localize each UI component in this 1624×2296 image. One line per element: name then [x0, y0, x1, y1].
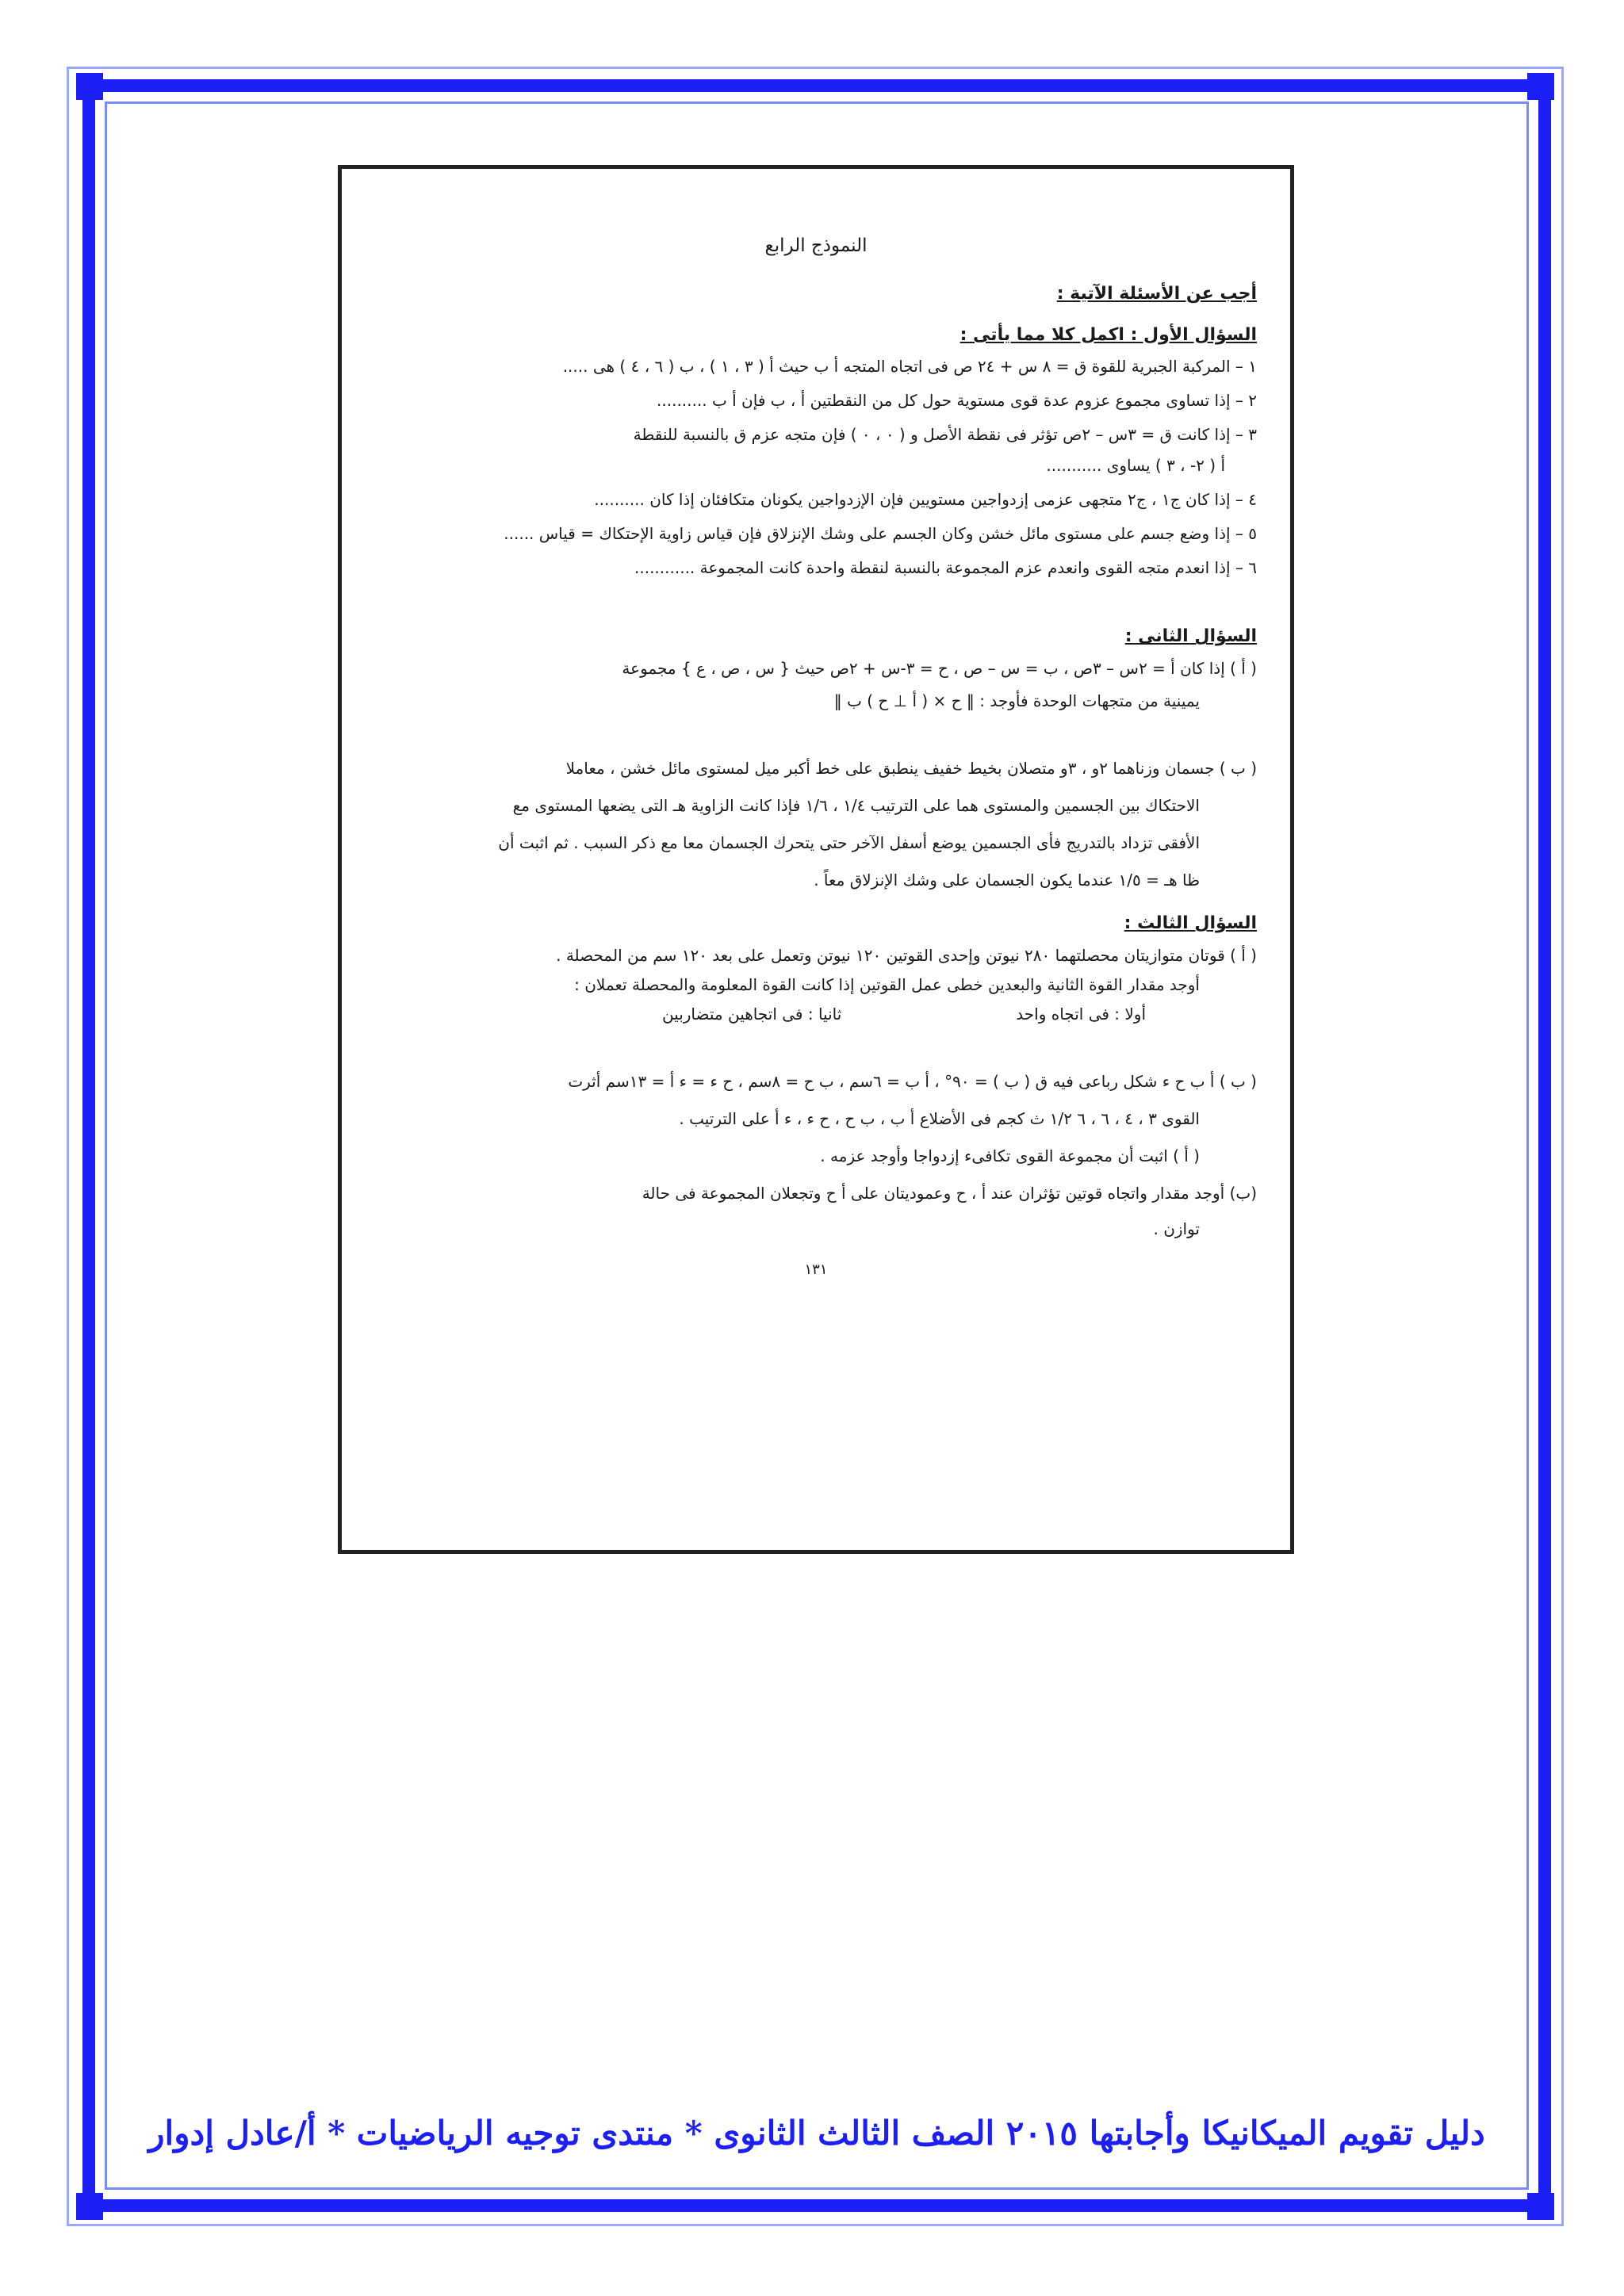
q1-item: ٣ – إذا كانت ق = ٣س – ٢ص تؤثر فى نقطة الأصل و ( ٠ ، ٠ ) فإن متجه عزم ق بالنسبة للنقطة — [633, 425, 1257, 445]
q3a-line: ( أ ) قوتان متوازيتان محصلتهما ٢٨٠ نيوتن وإحدى القوتين ١٢٠ نيوتن وتعمل على بعد ١٢٠ سم من المحصلة . — [556, 945, 1257, 965]
q3-heading: السؤال الثالث : — [1124, 913, 1257, 934]
q2a-line: ( أ ) إذا كان أ = ٢س – ٣ص ، ب = س – ص ، ح = ٣-س + ٢ص حيث { س ، ص ، ع } مجموعة — [622, 659, 1257, 679]
q1-item: ٢ – إذا تساوى مجموع عزوم عدة قوى مستوية حول كل من النقطتين أ ، ب فإن أ ب .......... — [657, 391, 1257, 411]
q2b-line: ( ب ) جسمان وزناهما ٢و ، ٣و متصلان بخيط خفيف ينطبق على خط أكبر ميل لمستوى مائل خشن ، معاملا — [565, 759, 1257, 779]
q1-item: ٦ – إذا انعدم متجه القوى وانعدم عزم المجموعة بالنسبة لنقطة واحدة كانت المجموعة ............ — [634, 558, 1257, 578]
q2b-line: الاحتكاك بين الجسمين والمستوى هما على الترتيب ١/٤ ، ١/٦ فإذا كانت الزاوية هـ التى يضعها المستوى مع — [512, 796, 1200, 816]
footer-credit: دليل تقويم الميكانيكا وأجابتها ٢٠١٥ الصف الثالث الثانوى * منتدى توجيه الرياضيات * أ/عادل إدوار — [148, 2113, 1485, 2152]
q2b-line: الأفقى تزداد بالتدريج فأى الجسمين يوضع أسفل الآخر حتى يتحرك الجسمان معا مع ذكر السبب . ثم اثبت أن — [498, 833, 1200, 853]
frame-corner-top-left — [76, 73, 103, 100]
q3a-option-second: ثانيا : فى اتجاهين متضاربين — [661, 1004, 842, 1024]
instruction: أجب عن الأسئلة الآتية : — [1056, 284, 1257, 304]
q3a-line: أوجد مقدار القوة الثانية والبعدين خطى عمل القوتين إذا كانت القوة المعلومة والمحصلة تعملان : — [574, 974, 1200, 994]
q3b-line: القوى ٣ ، ٤ ، ٦ ، ٦ ١/٢ ث كجم فى الأضلاع أ ب ، ب ح ، ح ء ، ء أ على الترتيب . — [679, 1108, 1200, 1128]
q1-heading: السؤال الأول : اكمل كلا مما يأتى : — [959, 324, 1257, 345]
q1-item: ٤ – إذا كان ج١ ، ج٢ متجهى عزمى إزدواجين مستويين فإن الإزدواجين يكونان متكافئان إذا كان .......... — [594, 490, 1257, 510]
q2a-line: يمينية من متجهات الوحدة فأوجد : ‖ ح × ( أ ⊥ ح ) ب ‖ — [833, 691, 1200, 711]
q3a-options — [375, 1004, 1257, 1025]
q3a-option-first: أولا : فى اتجاه واحد — [1016, 1004, 1146, 1024]
frame-corner-bottom-right — [1527, 2193, 1554, 2220]
frame-corner-top-right — [1527, 73, 1554, 100]
q1-item-continued: أ ( ٢- ، ٣ ) يساوى ........... — [1046, 456, 1225, 476]
exam-sheet — [338, 165, 1294, 1554]
page-number: ١٣١ — [804, 1261, 828, 1278]
q3b-line: ( ب ) أ ب ح ء شكل رباعى فيه ق ( ب ) = ٩٠° ، أ ب = ٦سم ، ب ح = ٨سم ، ح ء = ء أ = ١٣سم أثرت — [568, 1071, 1257, 1091]
q2-heading: السؤال الثانى : — [1124, 626, 1257, 647]
q3b-subpart: (ب) أوجد مقدار واتجاه قوتين تؤثران عند أ ، ح وعموديتان على أ ح وتجعلان المجموعة فى حالة — [642, 1183, 1257, 1203]
q1-item: ٥ – إذا وضع جسم على مستوى مائل خشن وكان الجسم على وشك الإنزلاق فإن قياس زاوية الإحتكاك = قياس ...... — [504, 524, 1257, 544]
frame-corner-bottom-left — [76, 2193, 103, 2220]
q1-item: ١ – المركبة الجبرية للقوة ق = ٨ س + ٢٤ ص فى اتجاه المتجه أ ب حيث أ ( ٣ ، ١ ) ، ب ( ٦ ، ٤ ) هى ..... — [562, 357, 1257, 377]
sheet-title: النموذج الرابع — [764, 235, 868, 256]
q2b-line: ظا هـ = ١/٥ عندما يكون الجسمان على وشك الإنزلاق معاً . — [814, 871, 1200, 890]
q3b-subpart: ( أ ) اثبت أن مجموعة القوى تكافىء إزدواجا وأوجد عزمه . — [820, 1146, 1200, 1165]
q3b-subpart-continued: توازن . — [1153, 1219, 1200, 1238]
